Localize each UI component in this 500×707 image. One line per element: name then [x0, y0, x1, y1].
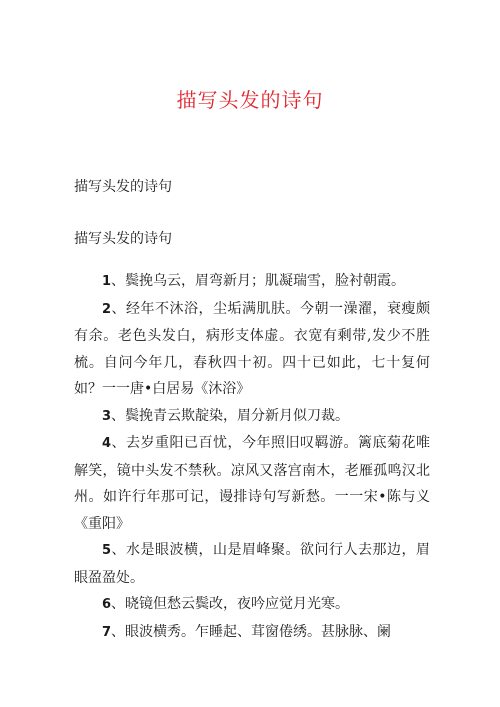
item-number: 1	[102, 274, 112, 289]
item-text: 、晓镜但愁云鬓改，夜吟应觉月光寒。	[111, 596, 350, 612]
item-text: 、眼波横秀。乍睡起、茸窗倦绣。甚脉脉、阑	[111, 623, 392, 640]
item-number: 4	[102, 436, 112, 451]
item-text: 、水是眼波横，山是眉峰聚。欲问行人去那边，眉眼盈盈处。	[74, 542, 430, 586]
item-text: 、经年不沐浴，尘垢满肌肤。今朝一澡濯，衰瘦颇有余。老色头发白，病形支体虚。衣宽有剩带,发少不胜梳。自问今年几，春秋四十初。四十已如此，七十复何如？一一唐•白居易《沐浴》	[74, 300, 430, 397]
subheading: 描写头发的诗句	[74, 231, 172, 247]
list-item	[74, 537, 430, 591]
item-number: 3	[102, 408, 112, 424]
poem-list	[74, 268, 430, 646]
item-text: 、鬓挽青云欺靛染，眉分新月似刀裁。	[111, 407, 350, 424]
list-item	[74, 296, 430, 403]
list-item	[74, 430, 430, 537]
item-number: 7	[102, 624, 112, 640]
item-text: 、鬓挽乌云，眉弯新月；肌凝瑞雪，脸衬朝霞。	[111, 273, 406, 289]
list-item	[74, 619, 430, 647]
subheading: 描写头发的诗句	[74, 179, 172, 195]
item-number: 5	[102, 543, 112, 558]
document-title: 描写头发的诗句	[176, 88, 324, 112]
list-item	[74, 403, 430, 431]
item-number: 6	[102, 597, 112, 612]
item-number: 2	[102, 301, 112, 317]
item-text: 、去岁重阳已百忧，今年照旧叹羁游。篱底菊花唯解笑，镜中头发不禁秋。凉风又落宫南木，老雁孤鸣汉北州。如许行年那可记，谩排诗句写新愁。一一宋•陈与义《重阳》	[74, 435, 430, 532]
list-item	[74, 591, 430, 619]
list-item	[74, 268, 430, 296]
